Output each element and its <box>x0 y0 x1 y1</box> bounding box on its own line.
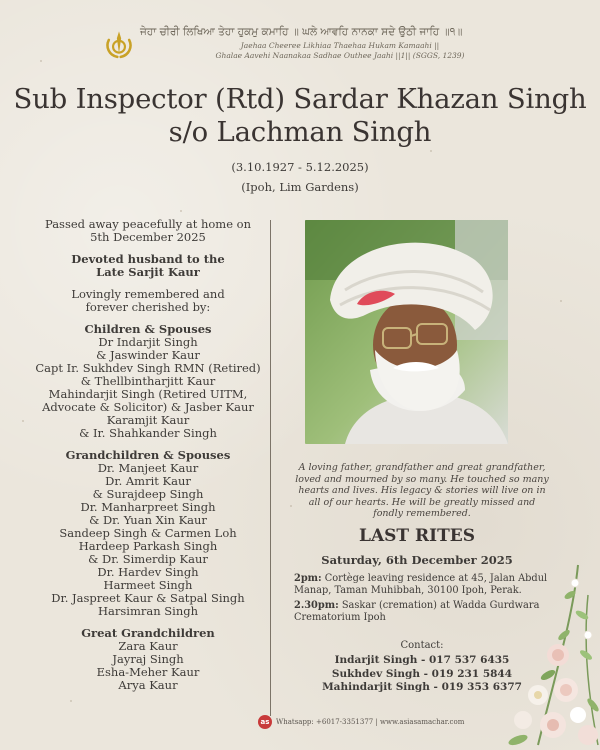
list-item: Harsimran Singh <box>97 604 198 618</box>
list-item: Advocate & Solicitor) & Jasber Kaur <box>42 400 254 414</box>
list-item: & Ir. Shahkander Singh <box>79 426 217 440</box>
transliteration-line-2: Ghalae Aavehi Naanakaa Sadhae Outhee Jaahi ||1|| (SGGS, 1239) <box>215 51 465 60</box>
children-list <box>30 336 266 440</box>
list-item: Dr. Amrit Kaur <box>105 474 191 488</box>
tribute-text <box>282 462 562 520</box>
list-item: Karamjit Kaur <box>106 413 190 427</box>
footer-text: Whatsapp: +6017-3351377 | www.asiasamachar.com <box>276 718 465 726</box>
tribute-line: loved and mourned by so many. He touched so many <box>295 473 549 485</box>
last-rites-date: Saturday, 6th December 2025 <box>321 553 513 567</box>
last-rites-heading: LAST RITES <box>359 526 475 546</box>
great-grandchildren-list <box>30 640 266 692</box>
grandchildren-list <box>30 462 266 618</box>
gurbani-verse: ਜੇਹਾ ਚੀਰੀ ਲਿਖਿਆ ਤੇਹਾ ਹੁਕਮੁ ਕਮਾਹਿ ॥ ਘਲੇ ਆਵਹਿ ਨਾਨਕਾ ਸਦੇ ਉਠੀ ਜਾਹਿ ॥੧॥ <box>140 26 463 38</box>
passed-line-1: Passed away peacefully at home on <box>44 217 251 231</box>
contact-item: Sukhdev Singh - 019 231 5844 <box>331 667 513 680</box>
list-item: & Surajdeep Singh <box>92 487 204 501</box>
contact-item: Indarjit Singh - 017 537 6435 <box>334 654 510 666</box>
list-item: Zara Kaur <box>118 639 178 653</box>
grandchildren-heading: Grandchildren & Spouses <box>65 448 231 462</box>
list-item: Jayraj Singh <box>112 652 184 666</box>
remember-line-1: Lovingly remembered and <box>71 287 225 301</box>
list-item: Dr. Manharpreet Singh <box>80 500 216 514</box>
parentage: s/o Lachman Singh <box>168 116 432 148</box>
deceased-name: Sub Inspector (Rtd) Sardar Khazan Singh <box>13 83 587 115</box>
verse-transliteration <box>190 41 490 61</box>
children-heading: Children & Spouses <box>84 322 212 336</box>
list-item: Hardeep Parkash Singh <box>78 539 218 553</box>
khanda-icon <box>102 28 136 62</box>
tribute-line: hearts and lives. His legacy & stories will live on in <box>298 485 546 496</box>
great-grandchildren-heading: Great Grandchildren <box>81 626 215 640</box>
life-dates: (3.10.1927 - 5.12.2025) <box>231 160 369 174</box>
asia-samachar-logo: as <box>258 715 272 729</box>
devoted-line-1: Devoted husband to the <box>71 252 225 266</box>
list-item: & Dr. Yuan Xin Kaur <box>89 513 207 527</box>
remember-line-2: forever cherished by: <box>85 300 211 314</box>
hometown: (Ipoh, Lim Gardens) <box>241 180 359 194</box>
list-item: Dr. Hardev Singh <box>97 565 199 579</box>
devoted-line-2: Late Sarjit Kaur <box>96 265 200 279</box>
list-item: Harmeet Singh <box>103 578 193 592</box>
contact-label: Contact: <box>400 640 444 651</box>
contact-item: Mahindarjit Singh - 019 353 6377 <box>322 681 522 693</box>
rite-detail: Cortège leaving residence at 45, Jalan Abdul <box>324 573 548 584</box>
rite-time: 2.30pm: <box>294 600 339 611</box>
rite-detail: Crematorium Ipoh <box>294 611 386 623</box>
list-item: Esha-Meher Kaur <box>96 665 200 679</box>
list-item: Arya Kaur <box>118 678 178 692</box>
passed-line-2: 5th December 2025 <box>90 230 206 244</box>
list-item: Mahindarjit Singh (Retired UITM, <box>48 387 248 401</box>
list-item: Sandeep Singh & Carmen Loh <box>59 526 237 540</box>
list-item: Dr. Manjeet Kaur <box>97 461 199 475</box>
column-divider <box>270 220 271 716</box>
rite-time: 2pm: <box>294 573 322 584</box>
family-column <box>30 218 266 692</box>
list-item: Dr Indarjit Singh <box>98 335 198 349</box>
transliteration-line-1: Jaehaa Cheeree Likhiaa Thaehaa Hukam Kamaahi || <box>240 41 440 50</box>
list-item: Capt Ir. Sukhdev Singh RMN (Retired) <box>35 361 261 375</box>
list-item: & Thellbintharjitt Kaur <box>80 374 216 388</box>
rite-detail: Saskar (cremation) at Wadda Gurdwara <box>341 600 540 611</box>
list-item: & Jaswinder Kaur <box>96 348 200 362</box>
tribute-line: A loving father, grandfather and great grandfather, <box>298 462 546 473</box>
tribute-line: all of our hearts. He will be greatly missed and <box>308 496 536 508</box>
floral-decoration <box>478 555 600 750</box>
rite-detail: Manap, Taman Muhibbah, 30100 Ipoh, Perak. <box>294 584 522 596</box>
list-item: Dr. Jaspreet Kaur & Satpal Singh <box>51 591 245 605</box>
publisher-footer <box>258 715 464 729</box>
tribute-line: fondly remembered. <box>373 508 471 519</box>
list-item: & Dr. Simerdip Kaur <box>88 552 208 566</box>
portrait-photo <box>305 220 508 444</box>
